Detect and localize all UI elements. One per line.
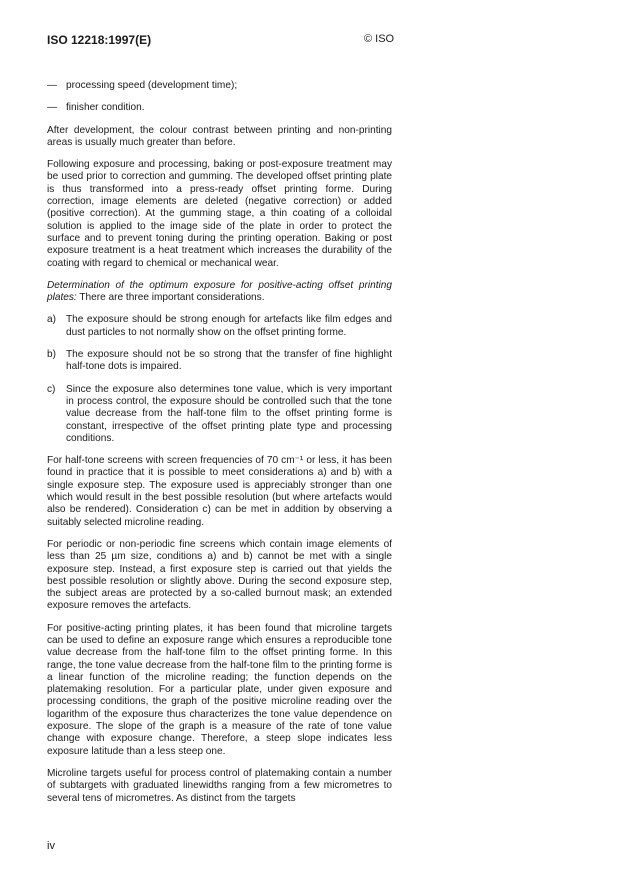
subheading-italic: Determination of the optimum exposure for positive-acting offset printing plates: [47,279,392,304]
item-marker: b) [47,349,56,361]
dash-marker: — [47,80,58,91]
paragraph: For periodic or non-periodic fine screens which contain image elements of less than 25 µm size, conditions a) and b) cannot be met with a single exposure step. Instead, a first exposure step is carried out that yields the best possible resolution or slightly above. During the second exposure step, the subject areas are protected by a so-called burnout mask; an extended exposure removes the artefacts. [47,538,392,612]
list-item [47,102,392,114]
list-item [47,349,392,374]
list-item-text: finisher condition. [66,102,145,114]
paragraph [47,280,392,305]
page-number: iv [47,840,55,852]
standard-id: ISO 12218:1997(E) [47,33,152,47]
paragraph: Microline targets useful for process control of platemaking contain a number of subtargets with graduated linewidths ranging from a few micrometres to several tens of micrometres. As distinct from the targets [47,767,392,804]
item-text: Since the exposure also determines tone value, which is very important in process control, the exposure should be controlled such that the tone value decrease from the half-tone film to the offset printing forme is constant, irrespective of the offset printing plate type and processing conditions. [66,383,392,444]
item-text: The exposure should not be so strong that the transfer of fine highlight half-tone dots is impaired. [66,349,392,373]
item-marker: c) [47,383,56,395]
item-text: The exposure should be strong enough for artefacts like film edges and dust particles to not normally show on the offset printing forme. [66,314,392,338]
dash-marker: — [47,102,58,114]
paragraph: Following exposure and processing, baking or post-exposure treatment may be used prior to correction and gumming. The developed offset printing plate is thus transformed into a press-ready offset printing forme. During correction, image elements are deleted (negative correction) or added (positive correction). At the gumming stage, a thin coating of a colloidal solution is applied to the image side of the plate in order to protect the surface and to prevent toning during the printing operation. Baking or post exposure treatment is a heat treatment which increases the durability of the coating with regard to chemical or mechanical wear. [47,159,392,269]
list-item [47,80,392,92]
item-marker: a) [47,314,56,326]
list-item-text: processing speed (development time); [66,80,238,91]
list-item [47,314,392,339]
list-item [47,384,392,445]
paragraph-text: There are three important considerations. [76,292,265,304]
copyright-notice: © ISO [364,33,395,45]
paragraph: After development, the colour contrast between printing and non-printing areas is usually much greater than before. [47,124,392,148]
document-body [47,80,392,815]
paragraph: For positive-acting printing plates, it has been found that microline targets can be used to define an exposure range which ensures a reproducible tone value decrease from the half-tone film to the offset printing forme. In this range, the tone value decrease from the half-tone film to the printing forme is a linear function of the microline reading; the function depends on the platemaking resolution. For a particular plate, under given exposure and processing conditions, the graph of the positive microline reading over the logarithm of the exposure thus characterizes the tone value dependence on exposure. The slope of the graph is a measure of the rate of tone value change with exposure change. Therefore, a steep slope indicates less exposure latitude than a less steep one. [47,622,392,757]
paragraph: For half-tone screens with screen frequencies of 70 cm⁻¹ or less, it has been found in practice that it is possible to meet considerations a) and b) with a single exposure step. The exposure used is appreciably stronger than one which would result in the best possible resolution (but where artefacts would also be rendered). Consideration c) can be met in addition by observing a suitably selected microline reading. [47,455,392,528]
